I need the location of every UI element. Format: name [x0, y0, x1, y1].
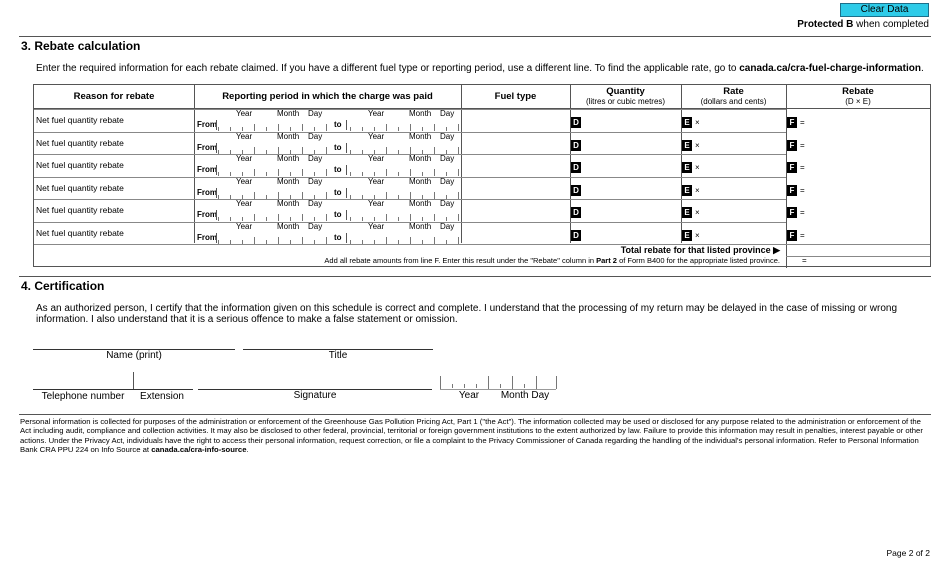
equals-sign: =	[800, 163, 805, 172]
rebate-output[interactable]	[809, 200, 929, 220]
header-rebate: Rebate	[842, 86, 874, 97]
day-label: Day	[440, 221, 455, 231]
row-reason: Net fuel quantity rebate	[36, 205, 124, 215]
quantity-input[interactable]	[582, 223, 680, 243]
rate-input[interactable]	[704, 155, 784, 175]
day-label: Day	[308, 176, 323, 186]
rate-input[interactable]	[704, 110, 784, 130]
month-label: Month	[277, 199, 300, 208]
equals-sign: =	[800, 208, 805, 217]
line-d-badge: D	[571, 185, 581, 196]
line-f-badge: F	[787, 207, 797, 218]
year-label: Year	[368, 131, 385, 141]
year-label: Year	[368, 221, 385, 231]
header-rebate-sub: (D × E)	[845, 97, 871, 106]
from-label: From	[197, 142, 217, 152]
to-label: to	[334, 232, 342, 242]
month-label: Month	[409, 109, 432, 118]
day-label: Day	[308, 154, 323, 163]
row-reason: Net fuel quantity rebate	[36, 160, 124, 170]
year-label: Year	[368, 199, 385, 208]
from-label: From	[197, 165, 217, 174]
year-label: Year	[236, 199, 253, 208]
date-to-input[interactable]	[350, 165, 462, 176]
times-sign: ×	[695, 208, 700, 217]
date-to-input[interactable]	[350, 233, 462, 244]
divider	[19, 276, 931, 277]
day-label: Day	[308, 131, 323, 141]
rebate-output[interactable]	[809, 133, 929, 153]
year-label: Year	[236, 221, 253, 231]
rebate-table	[33, 84, 931, 267]
to-label: to	[334, 210, 342, 219]
day-label: Day	[440, 199, 455, 208]
rate-input[interactable]	[704, 200, 784, 220]
line-e-badge: E	[682, 140, 692, 151]
line-e-badge: E	[682, 230, 692, 241]
month-label: Month	[409, 131, 432, 141]
date-from-input[interactable]	[218, 165, 330, 176]
name-label: Name (print)	[106, 350, 162, 361]
line-d-badge: D	[571, 207, 581, 218]
header-quantity-sub: (litres or cubic metres)	[585, 97, 666, 106]
row-reason: Net fuel quantity rebate	[36, 115, 124, 125]
quantity-input[interactable]	[582, 110, 680, 130]
day-label: Day	[440, 176, 455, 186]
rate-input[interactable]	[704, 223, 784, 243]
date-from-input[interactable]	[218, 120, 330, 131]
rate-input[interactable]	[704, 133, 784, 153]
rate-input[interactable]	[704, 178, 784, 198]
header-rate-sub: (dollars and cents)	[700, 97, 767, 106]
day-label: Day	[440, 154, 455, 163]
times-sign: ×	[695, 140, 700, 150]
divider	[19, 414, 931, 415]
row-reason: Net fuel quantity rebate	[36, 137, 124, 148]
line-f-badge: F	[787, 140, 797, 151]
date-from-input[interactable]	[218, 233, 330, 244]
certification-text: As an authorized person, I certify that the information given on this schedule is correct and complete. I understand that the processing of my return may be delayed in the case of missing or wrong information. I also understand that it is a serious offence to make a false statement or omission.	[36, 303, 898, 325]
header-fuel-type: Fuel type	[494, 91, 537, 102]
equals-sign: =	[800, 185, 805, 195]
from-label: From	[197, 210, 217, 219]
times-sign: ×	[695, 185, 700, 195]
rebate-output[interactable]	[809, 155, 929, 175]
date-from-input[interactable]	[218, 188, 330, 199]
day-label: Day	[440, 109, 455, 118]
month-label: Month	[277, 109, 300, 118]
protected-b-label: Protected B when completed	[797, 19, 929, 30]
month-label: Month	[409, 221, 432, 231]
section4-title: 4. Certification	[21, 279, 105, 293]
cert-year-label: Year	[458, 390, 480, 401]
line-f-badge: F	[787, 117, 797, 128]
from-label: From	[197, 232, 217, 242]
day-label: Day	[440, 131, 455, 141]
telephone-label: Telephone number	[41, 391, 125, 402]
extension-label: Extension	[140, 391, 184, 402]
month-label: Month	[409, 176, 432, 186]
line-f-badge: F	[787, 185, 797, 196]
line-d-badge: D	[571, 162, 581, 173]
section3-intro: Enter the required information for each rebate claimed. If you have a different fuel type or reporting period, use a different line. To find the applicable rate, go to canada.ca/cra-fuel-charge-information.	[36, 63, 924, 74]
date-to-input[interactable]	[350, 143, 462, 154]
signature-label: Signature	[293, 390, 337, 401]
month-label: Month	[277, 221, 300, 231]
divider	[19, 36, 931, 37]
month-label: Month	[277, 176, 300, 186]
rebate-output[interactable]	[809, 223, 929, 243]
date-to-input[interactable]	[350, 210, 462, 221]
month-label: Month	[277, 131, 300, 141]
year-label: Year	[236, 154, 253, 163]
total-rebate-field[interactable]: =	[802, 256, 807, 265]
equals-sign: =	[800, 230, 805, 240]
header-period: Reporting period in which the charge was paid	[222, 91, 433, 102]
line-e-badge: E	[682, 117, 692, 128]
total-rebate-label: Total rebate for that listed province ▶	[620, 245, 780, 255]
day-label: Day	[308, 199, 323, 208]
line-d-badge: D	[571, 117, 581, 128]
certification-date-field[interactable]	[440, 376, 556, 390]
header-rate: Rate	[723, 86, 744, 97]
line-f-badge: F	[787, 230, 797, 241]
times-sign: ×	[695, 230, 700, 240]
total-rebate-note: Add all rebate amounts from line F. Enter this result under the "Rebate" column in Part 2 of Form B400 for the appropriate listed province.	[324, 256, 780, 265]
line-d-badge: D	[571, 140, 581, 151]
year-label: Year	[368, 154, 385, 163]
times-sign: ×	[695, 118, 700, 127]
year-label: Year	[368, 176, 385, 186]
quantity-input[interactable]	[582, 155, 680, 175]
clear-data-button[interactable]: Clear Data	[840, 3, 929, 17]
month-label: Month	[277, 154, 300, 163]
equals-sign: =	[800, 118, 805, 127]
row-reason: Net fuel quantity rebate	[36, 227, 124, 238]
line-e-badge: E	[682, 185, 692, 196]
times-sign: ×	[695, 163, 700, 172]
rebate-output[interactable]	[809, 110, 929, 130]
year-label: Year	[236, 131, 253, 141]
rebate-output[interactable]	[809, 178, 929, 198]
to-label: to	[334, 165, 342, 174]
line-e-badge: E	[682, 207, 692, 218]
fuel-charge-link[interactable]: canada.ca/cra-fuel-charge-information	[739, 63, 921, 74]
to-label: to	[334, 187, 342, 197]
from-label: From	[197, 120, 217, 129]
year-label: Year	[236, 176, 253, 186]
year-label: Year	[368, 109, 385, 118]
row-reason: Net fuel quantity rebate	[36, 182, 124, 193]
day-label: Day	[308, 221, 323, 231]
line-d-badge: D	[571, 230, 581, 241]
to-label: to	[334, 120, 342, 129]
cert-monthday-label: Month Day	[500, 390, 550, 401]
date-from-input[interactable]	[218, 210, 330, 221]
month-label: Month	[409, 199, 432, 208]
month-label: Month	[409, 154, 432, 163]
telephone-field[interactable]	[33, 389, 193, 390]
from-label: From	[197, 187, 217, 197]
info-source-link[interactable]: canada.ca/cra-info-source	[151, 444, 247, 454]
quantity-input[interactable]	[582, 178, 680, 198]
to-label: to	[334, 142, 342, 152]
line-e-badge: E	[682, 162, 692, 173]
quantity-input[interactable]	[582, 133, 680, 153]
page-number: Page 2 of 2	[886, 548, 930, 558]
header-reason: Reason for rebate	[73, 91, 155, 102]
day-label: Day	[308, 109, 323, 118]
date-from-input[interactable]	[218, 143, 330, 154]
extension-divider	[133, 372, 134, 389]
equals-sign: =	[800, 140, 805, 150]
title-label: Title	[328, 350, 348, 361]
quantity-input[interactable]	[582, 200, 680, 220]
header-quantity: Quantity	[606, 86, 645, 97]
line-f-badge: F	[787, 162, 797, 173]
section3-title: 3. Rebate calculation	[21, 39, 141, 53]
year-label: Year	[236, 109, 253, 118]
privacy-notice: Personal information is collected for purposes of the administration or enforcement of the Greenhouse Gas Pollution Pricing Act, Part 1 ("the Act"). The information collected may be used or disclosed for any purpose related to the administration or enforcement of the Act including audit, compliance and collection activities. It may also be disclosed to other federal, provincial, territorial or foreign government institutions to the extent authorized by law. Failure to provide this information may result in penalties, interest payable or other actions. Under the Privacy Act, individuals have the right to access their personal information, request correction, or file a complaint to the Privacy Commissioner of Canada regarding the handling of the individual's personal information. Refer to Personal Information Bank CRA PPU 224 on Info Source at canada.ca/cra-info-source.	[20, 417, 923, 454]
date-to-input[interactable]	[350, 188, 462, 199]
date-to-input[interactable]	[350, 120, 462, 131]
